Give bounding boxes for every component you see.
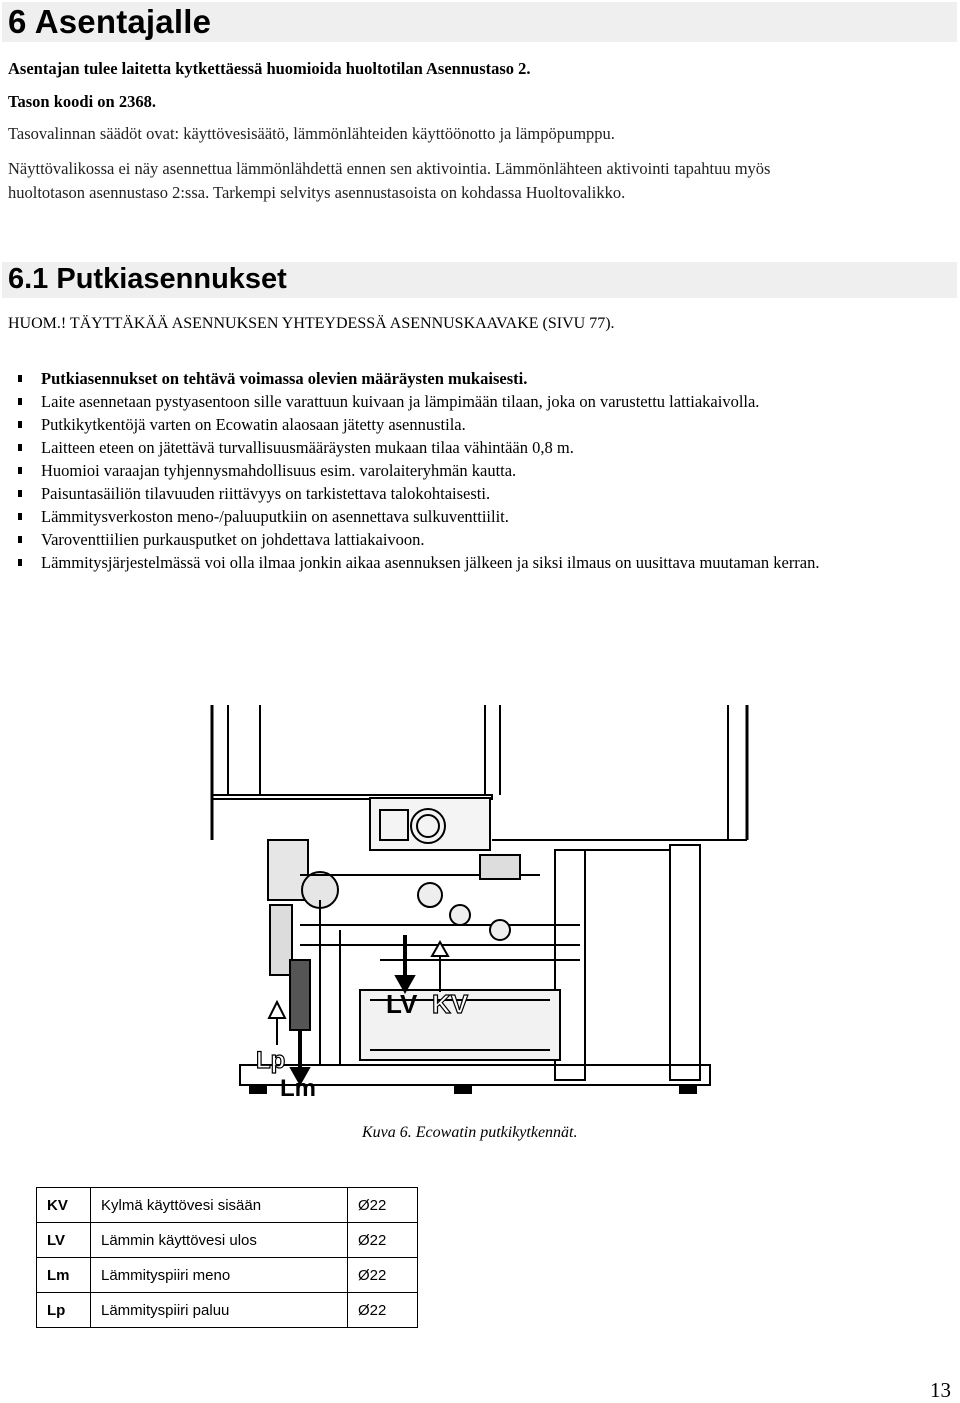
table-row: [37, 1223, 418, 1258]
list-item: Huomioi varaajan tyhjennysmahdollisuus esim. varolaiteryhmän kautta.: [18, 459, 918, 482]
pipe-diagram: [200, 700, 760, 1110]
bullet-icon: [18, 398, 22, 405]
connection-size: Ø22: [348, 1293, 418, 1328]
bullet-icon: [18, 444, 22, 451]
label-lm: Lm: [280, 1075, 316, 1102]
connection-code: KV: [37, 1188, 91, 1223]
section-heading: 6.1 Putkiasennukset: [8, 263, 287, 295]
bullet-icon: [18, 375, 22, 382]
list-item: Lämmitysjärjestelmässä voi olla ilmaa jonkin aikaa asennuksen jälkeen ja siksi ilmaus on uusittava muutaman kerran.: [18, 551, 918, 574]
list-item: Varoventtiilien purkausputket on johdettava lattiakaivoon.: [18, 528, 918, 551]
list-item: Laite asennetaan pystyasentoon sille varattuun kuivaan ja lämpimään tilaan, joka on varustettu lattiakaivolla.: [18, 390, 918, 413]
figure-caption: Kuva 6. Ecowatin putkikytkennät.: [362, 1124, 578, 1141]
intro-line-3: Tasovalinnan säädöt ovat: käyttövesisäätö, lämmönlähteiden käyttöönotto ja lämpöpumppu.: [8, 124, 615, 143]
chapter-heading-bar: [2, 2, 957, 42]
connection-code: Lp: [37, 1293, 91, 1328]
connection-code: Lm: [37, 1258, 91, 1293]
connection-legend-table: [36, 1187, 418, 1328]
intro-line-4: Näyttövalikossa ei näy asennettua lämmönlähdettä ennen sen aktivointia. Lämmönlähteen aktivointi tapahtuu myös: [8, 159, 771, 178]
bullet-list: [18, 367, 918, 574]
bullet-icon: [18, 559, 22, 566]
section-heading-bar: [2, 262, 957, 298]
bullet-icon: [18, 421, 22, 428]
connection-description: Kylmä käyttövesi sisään: [91, 1188, 348, 1223]
chapter-heading: 6 Asentajalle: [8, 3, 212, 40]
connection-size: Ø22: [348, 1258, 418, 1293]
table-row: [37, 1258, 418, 1293]
intro-line-1: Asentajan tulee laitetta kytkettäessä huomioida huoltotilan Asennustaso 2.: [8, 59, 531, 78]
installation-note: HUOM.! TÄYTTÄKÄÄ ASENNUKSEN YHTEYDESSÄ ASENNUSKAAVAKE (SIVU 77).: [8, 315, 615, 332]
bullet-icon: [18, 467, 22, 474]
intro-line-5: huoltotason asennustaso 2:ssa. Tarkempi selvitys asennustasoista on kohdassa Huoltovalikko.: [8, 183, 626, 202]
connection-description: Lämmin käyttövesi ulos: [91, 1223, 348, 1258]
list-item: Paisuntasäiliön tilavuuden riittävyys on tarkistettava talokohtaisesti.: [18, 482, 918, 505]
connection-size: Ø22: [348, 1223, 418, 1258]
intro-line-2: Tason koodi on 2368.: [8, 92, 156, 111]
pipe-connections-figure: [200, 700, 760, 1110]
connection-description: Lämmityspiiri paluu: [91, 1293, 348, 1328]
bullet-icon: [18, 490, 22, 497]
page-number: 13: [930, 1378, 951, 1402]
label-lp: Lp: [256, 1047, 286, 1074]
table-row: [37, 1188, 418, 1223]
list-item: Putkiasennukset on tehtävä voimassa olevien määräysten mukaisesti.: [18, 367, 918, 390]
connection-description: Lämmityspiiri meno: [91, 1258, 348, 1293]
list-item: Laitteen eteen on jätettävä turvallisuusmääräysten mukaan tilaa vähintään 0,8 m.: [18, 436, 918, 459]
connection-size: Ø22: [348, 1188, 418, 1223]
bullet-icon: [18, 536, 22, 543]
bullet-icon: [18, 513, 22, 520]
label-kv: KV: [432, 989, 469, 1019]
list-item: Putkikytkentöjä varten on Ecowatin alaosaan jätetty asennustila.: [18, 413, 918, 436]
table-row: [37, 1293, 418, 1328]
list-item: Lämmitysverkoston meno-/paluuputkiin on asennettava sulkuventtiilit.: [18, 505, 918, 528]
connection-code: LV: [37, 1223, 91, 1258]
label-lv: LV: [386, 989, 418, 1019]
